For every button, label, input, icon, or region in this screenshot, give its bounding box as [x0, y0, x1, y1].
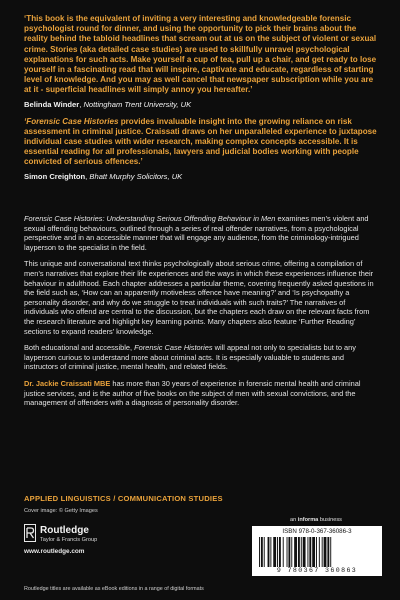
- barcode-panel: [252, 526, 382, 576]
- endorsement-attribution-2: Simon Creighton, Bhatt Murphy Solicitors, UK: [24, 171, 183, 181]
- publisher-name: Routledge: [40, 525, 89, 536]
- endorsement-quote-2-text: provides invaluable insight into the growing reliance on risk assessment in criminal justice. Craissati draws on her unparalleled experience to juxtapose individual case studies with wider research, making complex concepts accessible. It is essential reading for all professionals, lawyers and judicial bodies working with people convicted of serious offences.’: [24, 116, 377, 167]
- ebook-availability-note: Routledge titles are available as eBook editions in a range of digital formats: [24, 586, 204, 592]
- author-bio-text: has more than 30 years of experience in forensic mental health and criminal justice services, and is the author of five books on the subject of men with sexual convictions, and the management of offenders with a diagnosis of personality disorder.: [24, 378, 361, 408]
- description-paragraph-1-text: examines men’s violent and sexual offending behaviours, outlined through a series of real offender narratives, from a psychological perspective and in an accessible manner that will engage any audience, from the criminology-intrigued layperson to the specialist in the field.: [24, 214, 369, 252]
- endorsements: [24, 14, 380, 182]
- book-title-italic: Forensic Case Histories: Understanding Serious Offending Behaviour in Men: [24, 214, 276, 223]
- informa-tagline: [290, 517, 342, 523]
- cover-image-credit: Cover image: © Getty Images: [24, 508, 98, 514]
- endorser-affiliation: Nottingham Trent University, UK: [83, 99, 192, 109]
- book-title-italic: Forensic Case Histories: [134, 343, 213, 353]
- barcode-icon: [258, 537, 376, 567]
- book-description: [24, 214, 380, 415]
- description-paragraph-3-start: Both educational and accessible,: [24, 343, 135, 353]
- publisher-group: Taylor & Francis Group: [40, 537, 98, 543]
- author-bio: [24, 379, 380, 408]
- author-name: Dr. Jackie Craissati MBE: [24, 378, 111, 388]
- description-paragraph-1: [24, 214, 380, 252]
- endorsement-quote-1: ‘This book is the equivalent of inviting a very interesting and knowledgeable forensic psychologist round for dinner, and using the opportunity to pick their brains about the reality behind the tabloid headlines that scream out at us on the subject of violent or sexual crime. Stories (aka detailed case studies) are used to skillfully unravel psychological explanations for such acts. Make yourself a cup of tea, pull up a chair, and get ready to lose yourself in a fascinating read that will inspire, captivate and educate, regardless of starting level of knowledge. And you may as well cancel that newspaper subscription while you are at it - superficial headlines will simply annoy you hereafter.’: [24, 14, 377, 95]
- informa-suffix: business: [318, 517, 342, 523]
- subject-category: APPLIED LINGUISTICS / COMMUNICATION STUDIES: [24, 494, 223, 503]
- endorser-affiliation: Bhatt Murphy Solicitors, UK: [89, 171, 183, 181]
- informa-prefix: an: [290, 517, 298, 523]
- description-paragraph-3: [24, 343, 380, 372]
- publisher-url: www.routledge.com: [24, 548, 85, 555]
- endorsement-attribution-1: Belinda Winder, Nottingham Trent University, UK: [24, 99, 192, 109]
- description-paragraph-3-end: will appeal not only to specialists but to any layperson curious to understand more about criminal acts. It is especially valuable to students and instructors of criminal justice, mental health, and related fields.: [24, 343, 356, 372]
- endorser-name: Belinda Winder: [24, 99, 80, 109]
- informa-word: informa: [297, 517, 319, 523]
- routledge-logo-icon: [24, 524, 36, 542]
- barcode-number: 9 780367 360863: [276, 567, 358, 574]
- publisher-block: [24, 522, 144, 558]
- quoted-book-title: ‘Forensic Case Histories: [24, 116, 119, 126]
- description-paragraph-2: This unique and conversational text thinks psychologically about serious crime, offering a compilation of men’s narratives that explore their life experiences and the ways in which these experiences influence their behaviour in adulthood. Each chapter addresses a particular theme, covering frequently asked questions in the field such as, ‘How can an apparently motiveless offence have meaning?’ and ‘Is psychopathy a personality disorder, and why do we struggle to treat individuals with such traits?’ The narratives of individuals who offend are central to the discussion, but the chapters each draw on the relevant facts from the research literature and highlight key learning points. Many chapters also feature ‘Further Reading’ sections to expand readers’ knowledge.: [24, 259, 374, 336]
- endorser-name: Simon Creighton: [24, 171, 86, 181]
- isbn-label: ISBN 978-0-367-36086-3: [282, 528, 352, 535]
- endorsement-quote-2: [24, 117, 380, 168]
